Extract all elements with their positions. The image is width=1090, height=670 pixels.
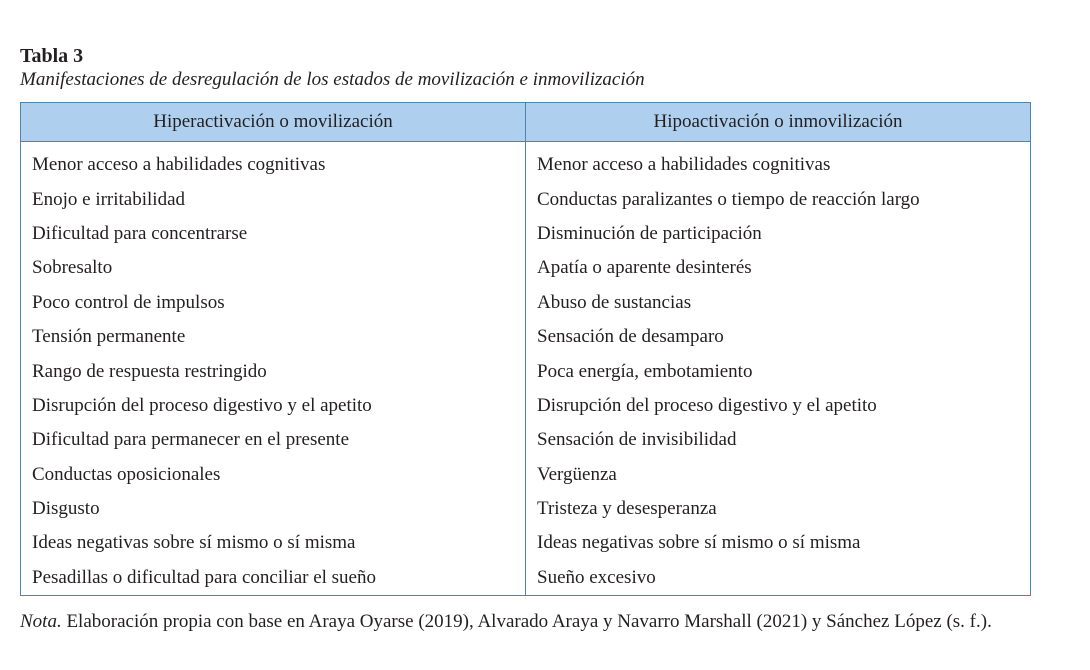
table-row: [21, 251, 1030, 285]
note-label: Nota.: [20, 611, 62, 633]
table-cell: Disrupción del proceso digestivo y el apetito: [21, 389, 526, 423]
table-cell: Dificultad para concentrarse: [21, 217, 526, 251]
table-number: Tabla 3: [20, 45, 84, 67]
table-cell: Sueño excesivo: [537, 566, 656, 588]
table-cell: Dificultad para permanecer en el presente: [21, 423, 526, 457]
table-row: [21, 492, 1030, 526]
column-header-hyperactivation: Hiperactivación o movilización: [21, 103, 526, 142]
table-row: [21, 354, 1030, 388]
table-cell: Apatía o aparente desinterés: [537, 257, 752, 279]
table-cell: Ideas negativas sobre sí mismo o sí misma: [537, 532, 861, 554]
table-cell: Conductas paralizantes o tiempo de reacción largo: [537, 188, 920, 210]
table-title: Manifestaciones de desregulación de los estados de movilización e inmovilización: [20, 69, 645, 90]
table-note: [20, 610, 1070, 634]
table-cell: Pesadillas o dificultad para conciliar el sueño: [21, 561, 526, 595]
table-cell: Poca energía, embotamiento: [537, 360, 753, 382]
table-row: [21, 320, 1030, 354]
table-cell: Sensación de desamparo: [537, 326, 724, 348]
table-row: [21, 217, 1030, 251]
table-row: [21, 561, 1030, 595]
table-cell: Conductas oposicionales: [21, 458, 526, 492]
note-text: Elaboración propia con base en Araya Oyarse (2019), Alvarado Araya y Navarro Marshall (2021) y Sánchez López (s. f.).: [66, 611, 992, 633]
table-cell: Menor acceso a habilidades cognitivas: [21, 142, 526, 183]
table-row: [21, 389, 1030, 423]
table-cell: Sobresalto: [21, 251, 526, 285]
data-table: [21, 103, 1030, 595]
table-cell: Rango de respuesta restringido: [21, 354, 526, 388]
table-row: [21, 526, 1030, 560]
column-header-hypoactivation: Hipoactivación o inmovilización: [526, 103, 1031, 142]
table-cell: Disrupción del proceso digestivo y el apetito: [537, 394, 877, 416]
table-row: [21, 286, 1030, 320]
table-cell: Tristeza y desesperanza: [537, 498, 717, 520]
table-cell: Disminución de participación: [537, 222, 762, 244]
table-cell: Enojo e irritabilidad: [21, 182, 526, 216]
table-cell: Vergüenza: [537, 463, 617, 485]
table-row: [21, 423, 1030, 457]
table-header-row: [21, 103, 1030, 142]
table-cell: Abuso de sustancias: [537, 291, 692, 313]
table-cell: Menor acceso a habilidades cognitivas: [537, 154, 831, 176]
table-cell: Sensación de invisibilidad: [537, 429, 737, 451]
document-page: [20, 44, 1070, 634]
table-frame: [20, 102, 1031, 596]
table-row: [21, 142, 1030, 183]
table-cell: Poco control de impulsos: [21, 286, 526, 320]
table-cell: Tensión permanente: [21, 320, 526, 354]
table-row: [21, 182, 1030, 216]
table-cell: Ideas negativas sobre sí mismo o sí misma: [21, 526, 526, 560]
table-cell: Disgusto: [21, 492, 526, 526]
table-row: [21, 458, 1030, 492]
